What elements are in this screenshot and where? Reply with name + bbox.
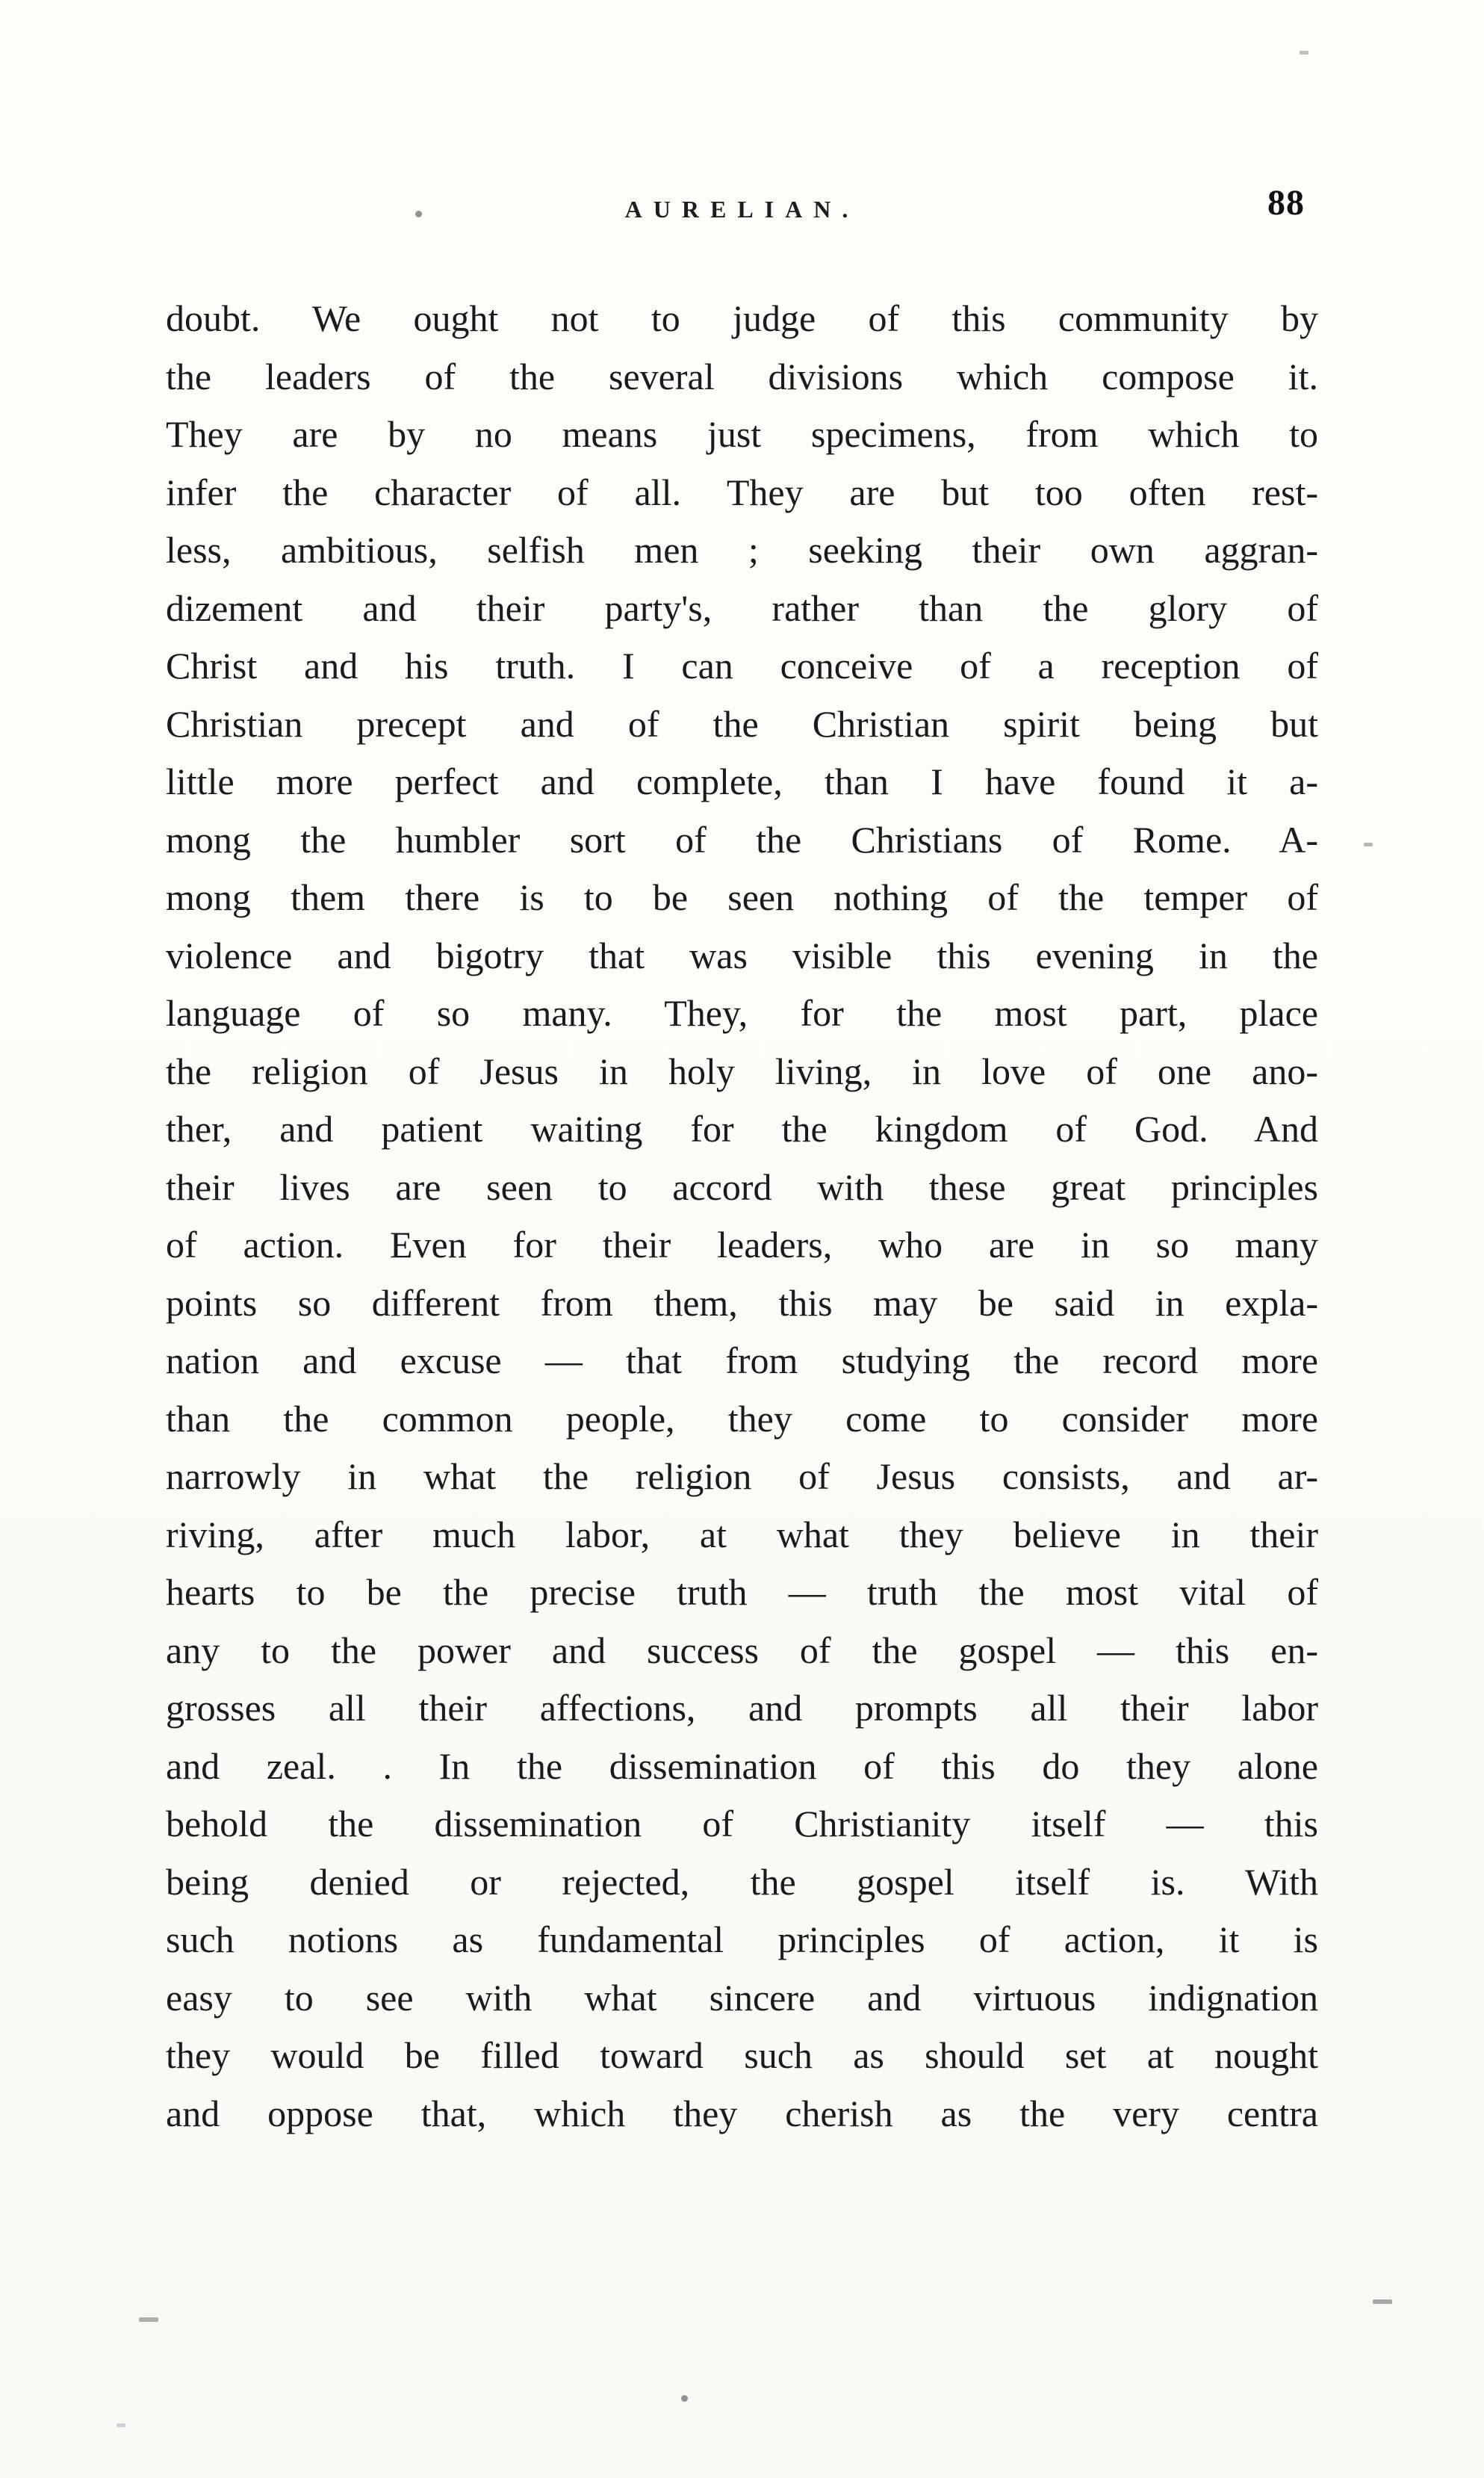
text-line: less, ambitious, selfish men ; seeking their own aggran- — [166, 529, 1318, 571]
text-line: the religion of Jesus in holy living, in love of one ano- — [166, 1050, 1318, 1092]
text-line: than the common people, they come to consider more — [166, 1397, 1318, 1440]
text-line: ther, and patient waiting for the kingdom of God. And — [166, 1108, 1318, 1150]
text-line: riving, after much labor, at what they believe in their — [166, 1513, 1318, 1555]
text-line: and oppose that, which they cherish as the very centra — [166, 2092, 1318, 2134]
page-number: 88 — [1267, 183, 1305, 223]
text-line: any to the power and success of the gospel — this en- — [166, 1629, 1318, 1671]
text-line: doubt. We ought not to judge of this community by — [166, 297, 1318, 339]
scan-artifact — [1300, 51, 1308, 55]
scan-artifact — [681, 2395, 688, 2402]
running-header-title: AURELIAN. — [624, 196, 860, 223]
text-line: dizement and their party's, rather than the glory of — [166, 586, 1318, 629]
scan-artifact — [415, 211, 422, 217]
text-line: easy to see with what sincere and virtuous indignation — [166, 1976, 1318, 2019]
text-line: narrowly in what the religion of Jesus consists, and ar- — [166, 1455, 1318, 1497]
page-text — [166, 290, 1318, 2143]
text-line: Christ and his truth. I can conceive of a reception of — [166, 645, 1318, 687]
text-line: hearts to be the precise truth — truth the most vital of — [166, 1571, 1318, 1613]
text-line: violence and bigotry that was visible this evening in the — [166, 934, 1318, 976]
text-line: nation and excuse — that from studying the record more — [166, 1339, 1318, 1381]
text-line: mong the humbler sort of the Christians of Rome. A- — [166, 818, 1318, 861]
text-line: points so different from them, this may be said in expla- — [166, 1281, 1318, 1324]
text-line: the leaders of the several divisions which compose it. — [166, 355, 1318, 397]
scan-artifact — [117, 2423, 125, 2427]
scan-artifact — [139, 2317, 158, 2322]
scan-artifact — [1364, 843, 1373, 846]
text-line: grosses all their affections, and prompts all their labor — [166, 1687, 1318, 1729]
text-line: behold the dissemination of Christianity itself — this — [166, 1803, 1318, 1844]
text-line: and zeal. . In the dissemination of this do they alone — [166, 1744, 1318, 1787]
text-line: mong them there is to be seen nothing of the temper of — [166, 876, 1318, 918]
text-line: Christian precept and of the Christian spirit being but — [166, 702, 1318, 745]
page-header — [166, 183, 1318, 241]
text-line: language of so many. They, for the most part, place — [166, 992, 1318, 1034]
text-line: they would be filled toward such as should set at nought — [166, 2034, 1318, 2076]
text-line: their lives are seen to accord with these great principles — [166, 1165, 1318, 1208]
text-line: such notions as fundamental principles of action, it is — [166, 1918, 1318, 1960]
scan-artifact — [1373, 2299, 1392, 2304]
text-line: They are by no means just specimens, from which to — [166, 413, 1318, 455]
text-line: infer the character of all. They are but too often rest- — [166, 471, 1318, 513]
text-line: of action. Even for their leaders, who are in so many — [166, 1224, 1318, 1266]
text-line: being denied or rejected, the gospel itself is. With — [166, 1860, 1318, 1903]
text-line: little more perfect and complete, than I have found it a- — [166, 761, 1318, 802]
